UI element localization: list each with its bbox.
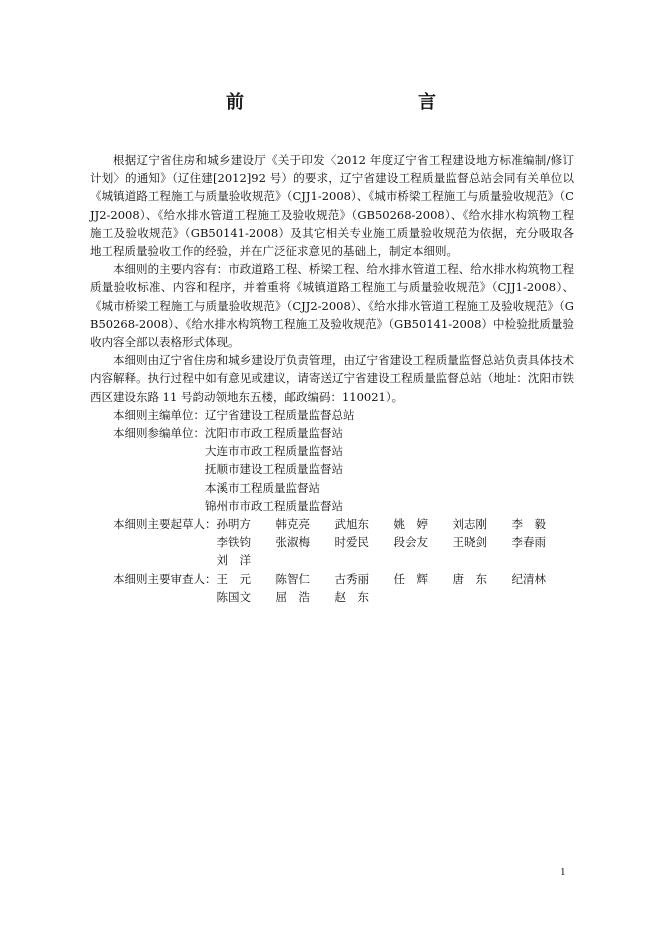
drafter-name: 韩克亮 — [275, 517, 310, 532]
drafters-row — [90, 515, 574, 570]
participants-list — [205, 424, 574, 515]
paragraph-contents: 本细则的主要内容有：市政道路工程、桥梁工程、给水排水管道工程、给水排水构筑物工程质量验收标准、内容和程序，并着重将《城镇道路工程施工与质量验收规范》（CJJ1-2008）、《城市桥梁工程施工与质量验收规范》（CJJ2-2008）、《给水排水管道工程施工及验收规范》（GB50268-2008）、《给水排水构筑物工程施工及验收规范》（GB50141-2008）中检验批质量验收内容全部以表格形式体现。 — [90, 262, 574, 350]
drafter-name: 武旭东 — [334, 517, 369, 532]
drafters-list — [217, 515, 575, 570]
chief-editor-row — [90, 406, 574, 424]
drafter-name: 张淑梅 — [275, 535, 310, 550]
paragraph-basis: 根据辽宁省住房和城乡建设厅《关于印发〈2012 年度辽宁省工程建设地方标准编制/修订计划〉的通知》（辽住建[2012]92 号）的要求，辽宁省建设工程质量监督总站会同有关单位以《城镇道路工程施工与质量验收规范》（CJJ1-2008）、《城市桥梁工程施工与质量验收规范》（CJJ2-2008）、《给水排水管道工程施工及验收规范》（GB50268-2008）、《给水排水构筑物工程施工及验收规范》（GB50141-2008）及其它相关专业施工质量验收规范为依据，充分吸取各地工程质量验收工作的经验，并在广泛征求意见的基础上，制定本细则。 — [90, 153, 574, 259]
reviewer-name: 屈 浩 — [275, 589, 310, 604]
drafter-name: 王晓剑 — [452, 535, 487, 550]
chief-editor-value: 辽宁省建设工程质量监督总站 — [205, 407, 355, 422]
drafter-name: 李春雨 — [511, 535, 546, 550]
participant-unit: 抚顺市建设工程质量监督站 — [205, 462, 343, 477]
preface-body — [90, 151, 574, 606]
participant-unit: 大连市市政工程质量监督站 — [205, 444, 343, 459]
page-number: 1 — [560, 866, 566, 878]
drafter-name: 李铁钧 — [216, 535, 251, 550]
drafter-name: 刘志刚 — [452, 517, 487, 532]
participant-unit: 锦州市市政工程质量监督站 — [205, 498, 343, 513]
reviewer-name: 古秀丽 — [334, 571, 369, 586]
drafter-name: 孙明方 — [216, 517, 251, 532]
reviewer-name: 唐 东 — [452, 571, 487, 586]
drafter-name: 李 毅 — [511, 517, 546, 532]
drafter-name: 刘 洋 — [216, 553, 251, 568]
participant-unit: 本溪市工程质量监督站 — [205, 480, 320, 495]
reviewers-row — [90, 570, 574, 606]
reviewer-name: 陈国文 — [216, 589, 251, 604]
participants-label: 本细则参编单位： — [113, 426, 205, 441]
drafter-name: 姚 婷 — [393, 517, 428, 532]
chief-editor-label: 本细则主编单位： — [113, 407, 205, 422]
reviewer-name: 陈智仁 — [275, 571, 310, 586]
paragraph-management: 本细则由辽宁省住房和城乡建设厅负责管理，由辽宁省建设工程质量监督总站负责具体技术内容解释。执行过程中如有意见或建议，请寄送辽宁省建设工程质量监督总站（地址：沈阳市铁西区建设东路 11 号韵动领地东五楼，邮政编码：110021）。 — [90, 353, 574, 404]
reviewer-name: 王 元 — [216, 571, 251, 586]
reviewer-name: 纪清林 — [511, 571, 546, 586]
page-title: 前 言 — [226, 92, 482, 113]
reviewers-list — [217, 570, 575, 606]
drafters-label: 本细则主要起草人： — [113, 517, 217, 532]
drafter-name: 时爱民 — [334, 535, 369, 550]
participants-row — [90, 424, 574, 515]
drafter-name: 段会友 — [393, 535, 428, 550]
participant-unit: 沈阳市市政工程质量监督站 — [205, 426, 343, 441]
reviewers-label: 本细则主要审查人： — [113, 571, 217, 586]
reviewer-name: 赵 东 — [334, 589, 369, 604]
reviewer-name: 任 辉 — [393, 571, 428, 586]
